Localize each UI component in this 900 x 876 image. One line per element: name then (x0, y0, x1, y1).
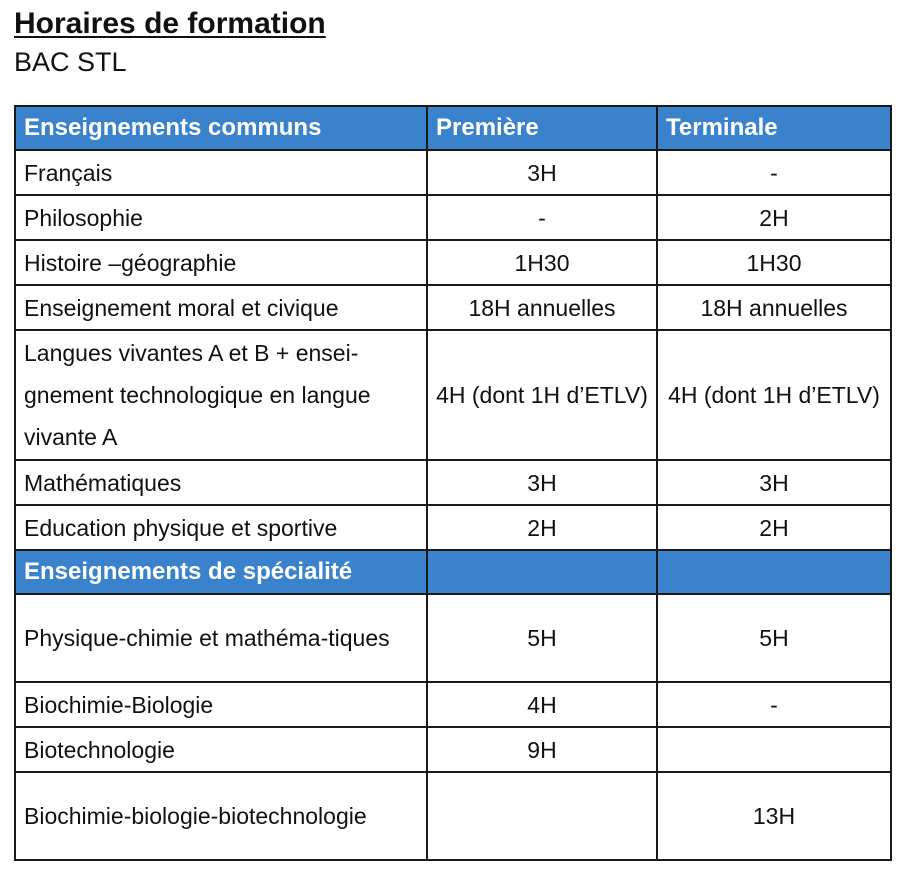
premiere-cell (427, 772, 657, 860)
table-row (15, 772, 891, 860)
terminale-cell: 5H (657, 594, 891, 682)
terminale-cell: 4H (dont 1H d’ETLV) (657, 330, 891, 460)
table-row (15, 727, 891, 772)
table-row (15, 195, 891, 240)
premiere-cell: 3H (427, 150, 657, 195)
page-subtitle: BAC STL (14, 47, 127, 77)
header-premiere: Première (427, 106, 657, 150)
section-header-blank (427, 550, 657, 594)
premiere-cell: 5H (427, 594, 657, 682)
premiere-cell: 3H (427, 460, 657, 505)
terminale-cell: 2H (657, 195, 891, 240)
subject-cell: Biochimie-biologie-biotechnologie (15, 772, 427, 860)
page-title: Horaires de formation (14, 7, 326, 40)
subject-cell: Histoire –géographie (15, 240, 427, 285)
subject-cell: Enseignement moral et civique (15, 285, 427, 330)
subject-cell: Education physique et sportive (15, 505, 427, 550)
section-header-blank (657, 550, 891, 594)
subject-cell: Physique-chimie et mathéma-tiques (15, 594, 427, 682)
table-row (15, 240, 891, 285)
terminale-cell: 1H30 (657, 240, 891, 285)
table-row (15, 682, 891, 727)
table-row (15, 330, 891, 460)
terminale-cell: 18H annuelles (657, 285, 891, 330)
header-subject: Enseignements communs (15, 106, 427, 150)
table-row (15, 285, 891, 330)
terminale-cell: 3H (657, 460, 891, 505)
terminale-cell: - (657, 150, 891, 195)
terminale-cell: 2H (657, 505, 891, 550)
subject-cell: Biochimie-Biologie (15, 682, 427, 727)
premiere-cell: 9H (427, 727, 657, 772)
subject-cell: Philosophie (15, 195, 427, 240)
terminale-cell: 13H (657, 772, 891, 860)
table-header-row (15, 106, 891, 150)
subject-cell: Mathématiques (15, 460, 427, 505)
terminale-cell: - (657, 682, 891, 727)
subject-cell: Français (15, 150, 427, 195)
section-header-row (15, 550, 891, 594)
section-header-specialty: Enseignements de spécialité (15, 550, 427, 594)
premiere-cell: 4H (427, 682, 657, 727)
header-terminale: Terminale (657, 106, 891, 150)
subject-cell: Biotechnologie (15, 727, 427, 772)
premiere-cell: 2H (427, 505, 657, 550)
table-row (15, 505, 891, 550)
terminale-cell (657, 727, 891, 772)
subject-cell: Langues vivantes A et B + ensei-gnement technologique en langue vivante A (15, 330, 427, 460)
table-row (15, 150, 891, 195)
schedule-table (14, 105, 892, 861)
premiere-cell: - (427, 195, 657, 240)
premiere-cell: 1H30 (427, 240, 657, 285)
premiere-cell: 18H annuelles (427, 285, 657, 330)
table-row (15, 460, 891, 505)
premiere-cell: 4H (dont 1H d’ETLV) (427, 330, 657, 460)
table-row (15, 594, 891, 682)
